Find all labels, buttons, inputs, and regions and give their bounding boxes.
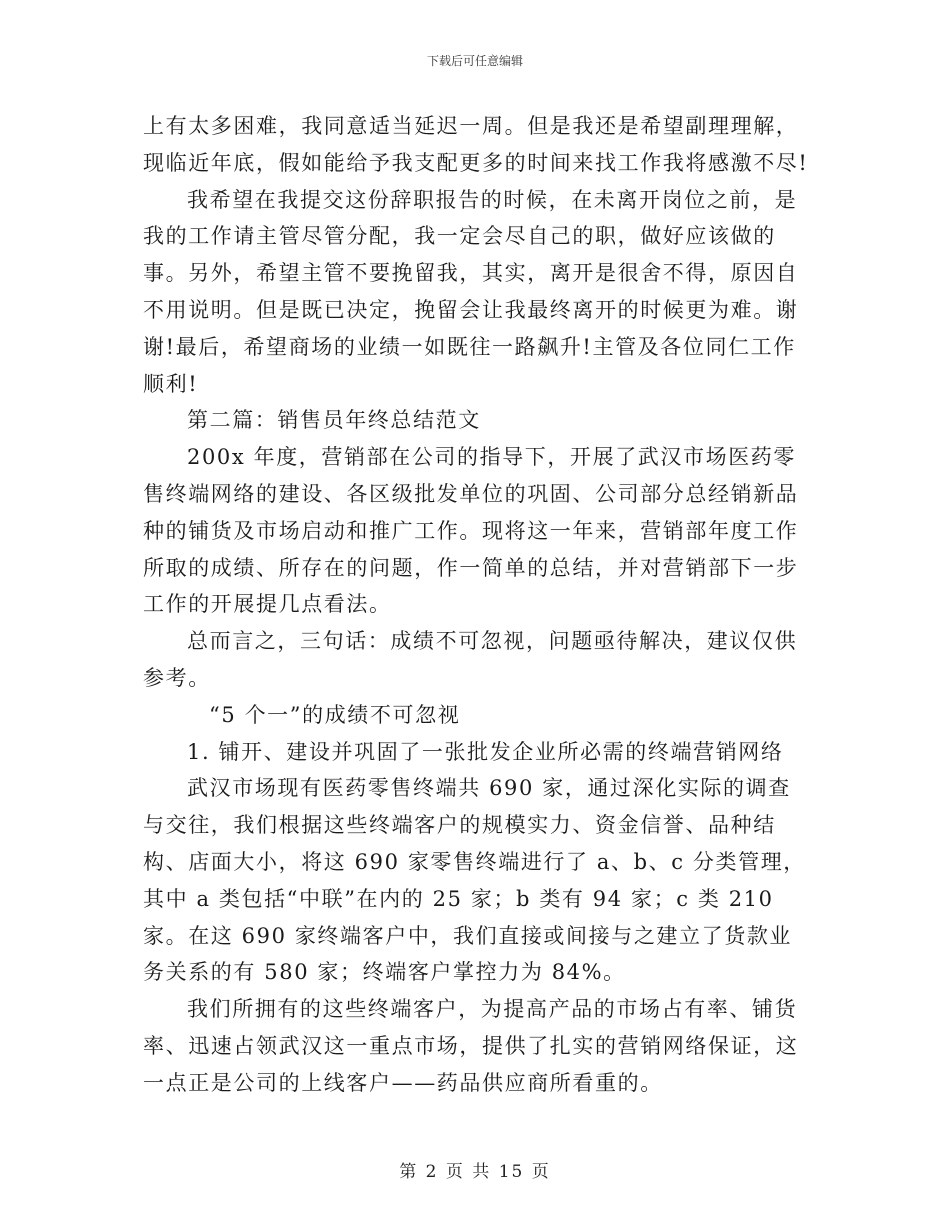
list-item-heading: 1. 铺开、建设并巩固了一张批发企业所必需的终端营销网络: [187, 739, 784, 764]
paragraph-summary: 总而言之，三句话：成绩不可忽视，问题亟待解决，建议仅供参考。: [143, 629, 798, 690]
paragraph-network-stats: 武汉市场现有医药零售终端共 690 家，通过深化实际的调查与交往，我们根据这些终端客户的规模实力、资金信誉、品种结构、店面大小，将这 690 家零售终端进行了 a、b、c 分类管理，其中 a 类包括“中联”在内的 25 家；b 类有 94 家；c 类 210 家。在这 690 家终端客户中，我们直接或间接与之建立了货款业务关系的有 580 家；终端客户掌控力为 84%。: [143, 776, 806, 985]
subsection-heading: “5 个一”的成绩不可忽视: [209, 702, 461, 727]
paragraph-network-value: 我们所拥有的这些终端客户，为提高产品的市场占有率、铺货率、迅速占领武汉这一重点市场，提供了扎实的营销网络保证，这一点正是公司的上线客户——药品供应商所看重的。: [143, 997, 799, 1095]
document-body: [143, 108, 811, 1102]
paragraph-intro: 200x 年度，营销部在公司的指导下，开展了武汉市场医药零售终端网络的建设、各区级批发单位的巩固、公司部分总经销新品种的铺货及市场启动和推广工作。现将这一年来，营销部年度工作所取的成绩、所存在的问题，作一简单的总结，并对营销部下一步工作的开展提几点看法。: [143, 445, 799, 617]
paragraph-resignation: 我希望在我提交这份辞职报告的时候，在未离开岗位之前，是我的工作请主管尽管分配，我一定会尽自己的职，做好应该做的事。另外，希望主管不要挽留我，其实，离开是很舍不得，原因自不用说明。但是既已决定，挽留会让我最终离开的时候更为难。谢谢!最后，希望商场的业绩一如既往一路飙升!主管及各位同仁工作顺利!: [143, 187, 799, 396]
paragraph-continuation: 上有太多困难，我同意适当延迟一周。但是我还是希望副理理解，现临近年底，假如能给予我支配更多的时间来找工作我将感激不尽!: [143, 114, 809, 175]
page-header: 下载后可任意编辑: [426, 54, 523, 68]
section-heading: 第二篇：销售员年终总结范文: [187, 408, 481, 433]
page-footer: 第 2 页 共 15 页: [399, 1162, 551, 1182]
